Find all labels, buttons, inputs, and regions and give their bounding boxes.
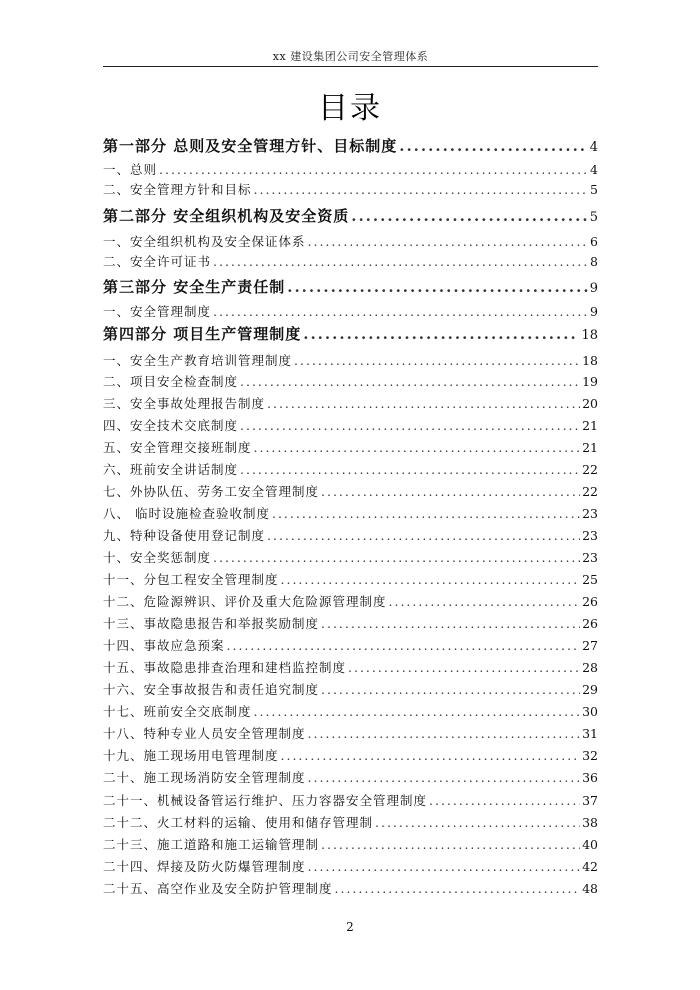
header-rule	[103, 66, 598, 67]
toc-entry-label: 二十、施工现场消防安全管理制度	[103, 770, 306, 785]
toc-entry-label: 二、安全管理方针和目标	[103, 182, 252, 197]
toc-entry-page: 4	[589, 140, 598, 155]
toc-leader-dots	[321, 837, 580, 852]
toc-leader-dots	[281, 572, 581, 587]
toc-entry-page: 5	[589, 210, 598, 225]
toc-leader-dots	[348, 660, 580, 675]
toc-entry[interactable]	[103, 658, 598, 676]
toc-leader-dots	[321, 616, 580, 631]
toc-leader-dots	[240, 462, 580, 477]
toc-entry-page: 31	[582, 726, 598, 741]
toc-entry-page: 18	[581, 328, 598, 343]
toc-entry-label: 二十一、机械设备管运行维护、压力容器安全管理制度	[103, 793, 428, 808]
page-title: 目录	[318, 91, 382, 126]
toc-entry-page: 19	[582, 374, 598, 389]
toc-entry-label: 十五、事故隐患排查治理和建档监控制度	[103, 660, 347, 675]
toc-entry[interactable]	[103, 592, 598, 610]
toc-entry-label: 二、安全许可证书	[103, 254, 212, 269]
toc-entry-label: 第四部分 项目生产管理制度	[103, 325, 302, 343]
toc-entry-page: 6	[590, 234, 598, 249]
toc-entry[interactable]	[103, 879, 598, 897]
toc-entry-page: 23	[582, 550, 598, 565]
toc-entry-label: 一、安全生产教育培训管理制度	[103, 353, 293, 368]
toc-entry-page: 23	[582, 506, 598, 521]
toc-leader-dots	[213, 304, 588, 319]
toc-entry-page: 20	[582, 396, 598, 411]
toc-leader-dots	[321, 484, 580, 499]
toc-entry-page: 22	[582, 484, 598, 499]
toc-entry-page: 26	[582, 594, 598, 609]
toc-leader-dots	[267, 396, 580, 411]
toc-entry[interactable]	[103, 438, 598, 456]
toc-leader-dots	[213, 254, 588, 269]
toc-entry-label: 二十五、高空作业及安全防护管理制度	[103, 881, 333, 896]
toc-leader-dots	[281, 748, 581, 763]
toc-entry-label: 十三、事故隐患报告和举报奖励制度	[103, 616, 320, 631]
toc-entry-page: 18	[582, 353, 598, 368]
toc-entry[interactable]	[103, 680, 598, 698]
toc-entry-page: 30	[582, 704, 598, 719]
toc-entry[interactable]	[103, 351, 598, 369]
toc-entry-label: 二十二、火工材料的运输、使用和储存管理制	[103, 815, 374, 830]
page-number: 2	[346, 920, 354, 934]
toc-entry-label: 第一部分 总则及安全管理方针、目标制度	[103, 137, 398, 155]
toc-leader-dots	[308, 234, 589, 249]
toc-entry-label: 一、总则	[103, 162, 158, 177]
toc-entry-label: 十二、危险源辨识、评价及重大危险源管理制度	[103, 594, 387, 609]
toc-entry[interactable]	[103, 791, 598, 809]
toc-entry-label: 十八、特种专业人员安全管理制度	[103, 726, 306, 741]
toc-entry[interactable]	[103, 746, 598, 764]
toc-entry-label: 八、 临时设施检查验收制度	[103, 506, 270, 521]
toc-leader-dots	[272, 506, 580, 521]
toc-entry-page: 38	[582, 815, 598, 830]
toc-entry-label: 二十四、焊接及防火防爆管理制度	[103, 859, 306, 874]
toc-entry[interactable]	[103, 416, 598, 434]
toc-leader-dots	[240, 418, 580, 433]
toc-entry-page: 36	[582, 770, 598, 785]
toc-leader-dots	[308, 770, 581, 785]
running-header: xx 建设集团公司安全管理体系	[272, 50, 429, 63]
toc-leader-dots	[267, 528, 580, 543]
toc-leader-dots	[159, 162, 588, 177]
toc-part-entry[interactable]	[103, 135, 598, 156]
toc-entry-label: 十七、班前安全交底制度	[103, 704, 252, 719]
toc-entry-page: 4	[590, 162, 598, 177]
toc-entry-label: 一、安全管理制度	[103, 304, 212, 319]
toc-leader-dots	[254, 440, 581, 455]
toc-leader-dots	[375, 815, 580, 830]
toc-leader-dots	[254, 182, 589, 197]
toc-leader-dots	[351, 207, 587, 225]
toc-leader-dots	[294, 353, 580, 368]
toc-leader-dots	[321, 682, 580, 697]
toc-part-entry[interactable]	[103, 276, 598, 297]
toc-entry-label: 五、安全管理交接班制度	[103, 440, 252, 455]
toc-entry-label: 十九、施工现场用电管理制度	[103, 748, 279, 763]
toc-entry-page: 9	[589, 281, 598, 296]
toc-entry[interactable]	[103, 460, 598, 478]
toc-entry-label: 七、外协队伍、劳务工安全管理制度	[103, 484, 320, 499]
toc-entry-page: 37	[582, 793, 598, 808]
toc-entry-page: 23	[582, 528, 598, 543]
toc-entry-page: 42	[582, 859, 598, 874]
toc-leader-dots	[227, 638, 581, 653]
toc-entry-label: 九、特种设备使用登记制度	[103, 528, 266, 543]
toc-entry-page: 26	[582, 616, 598, 631]
toc-entry[interactable]	[103, 835, 598, 853]
toc-entry-page: 21	[582, 440, 598, 455]
toc-leader-dots	[429, 793, 580, 808]
toc-entry-page: 21	[582, 418, 598, 433]
toc-leader-dots	[335, 881, 581, 896]
toc-entry[interactable]	[103, 504, 598, 522]
toc-leader-dots	[254, 704, 581, 719]
toc-entry-label: 二十三、施工道路和施工运输管理制	[103, 837, 320, 852]
toc-entry[interactable]	[103, 857, 598, 875]
toc-entry-label: 第二部分 安全组织机构及安全资质	[103, 207, 350, 225]
toc-entry[interactable]	[103, 636, 598, 654]
toc-leader-dots	[399, 137, 587, 155]
toc-entry[interactable]	[103, 160, 598, 178]
toc-entry-label: 四、安全技术交底制度	[103, 418, 239, 433]
toc-entry[interactable]	[103, 526, 598, 544]
toc-entry[interactable]	[103, 724, 598, 742]
toc-part-entry[interactable]	[103, 323, 598, 344]
toc-entry[interactable]	[103, 372, 598, 390]
toc-leader-dots	[303, 325, 579, 343]
toc-entry[interactable]	[103, 180, 598, 198]
toc-entry-label: 六、班前安全讲话制度	[103, 462, 239, 477]
toc-entry-page: 25	[582, 572, 598, 587]
toc-entry-page: 48	[582, 881, 598, 896]
toc-entry[interactable]	[103, 302, 598, 320]
toc-leader-dots	[389, 594, 581, 609]
toc-leader-dots	[308, 726, 581, 741]
toc-entry[interactable]	[103, 768, 598, 786]
toc-entry-page: 29	[582, 682, 598, 697]
toc-entry[interactable]	[103, 252, 598, 270]
toc-leader-dots	[287, 278, 587, 296]
toc-entry-label: 十四、事故应急预案	[103, 638, 225, 653]
toc-entry-page: 8	[590, 254, 598, 269]
toc-entry-page: 32	[582, 748, 598, 763]
toc-entry[interactable]	[103, 702, 598, 720]
toc-entry-label: 十六、安全事故报告和责任追究制度	[103, 682, 320, 697]
toc-entry-label: 第三部分 安全生产责任制	[103, 278, 286, 296]
toc-entry-label: 二、项目安全检查制度	[103, 374, 239, 389]
toc-entry[interactable]	[103, 394, 598, 412]
toc-leader-dots	[213, 550, 580, 565]
toc-entry-page: 5	[590, 182, 598, 197]
toc-entry-page: 22	[582, 462, 598, 477]
toc-entry[interactable]	[103, 813, 598, 831]
toc-entry-label: 十一、分包工程安全管理制度	[103, 572, 279, 587]
toc-entry-label: 十、安全奖惩制度	[103, 550, 212, 565]
toc-entry-page: 40	[582, 837, 598, 852]
toc-entry[interactable]	[103, 548, 598, 566]
toc-entry[interactable]	[103, 232, 598, 250]
toc-leader-dots	[308, 859, 581, 874]
toc-entry-label: 三、安全事故处理报告制度	[103, 396, 266, 411]
toc-entry-page: 28	[582, 660, 598, 675]
toc-entry[interactable]	[103, 570, 598, 588]
toc-entry-page: 27	[582, 638, 598, 653]
toc-leader-dots	[240, 374, 580, 389]
toc-entry[interactable]	[103, 614, 598, 632]
toc-entry-label: 一、安全组织机构及安全保证体系	[103, 234, 306, 249]
toc-part-entry[interactable]	[103, 205, 598, 226]
toc-entry-page: 9	[590, 304, 598, 319]
toc-entry[interactable]	[103, 482, 598, 500]
